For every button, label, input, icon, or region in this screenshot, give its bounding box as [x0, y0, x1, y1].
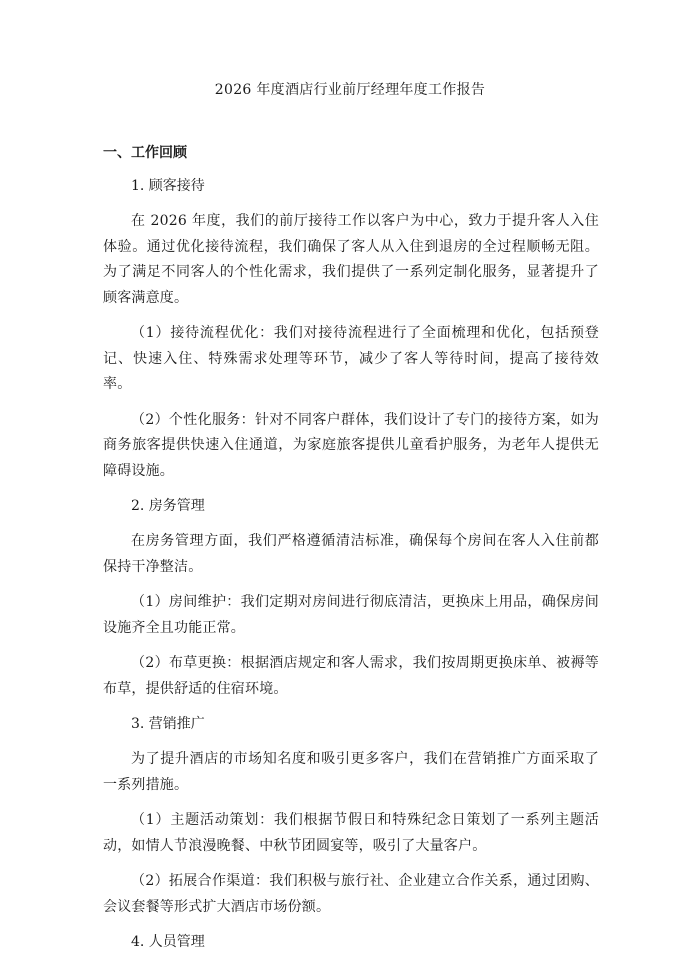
- paragraph: （2）布草更换：根据酒店规定和客人需求，我们按周期更换床单、被褥等布草，提供舒适的住宿环境。: [103, 655, 599, 697]
- section-heading-work-review: 一、工作回顾: [103, 145, 187, 161]
- paragraph: （2）个性化服务：针对不同客户群体，我们设计了专门的接待方案，如为商务旅客提供快速入住通道，为家庭旅客提供儿童看护服务，为老年人提供无障碍设施。: [103, 411, 599, 479]
- subsection-heading-guest-reception: 1. 顾客接待: [131, 178, 205, 194]
- paragraph: （2）拓展合作渠道：我们积极与旅行社、企业建立合作关系，通过团购、会议套餐等形式扩大酒店市场份额。: [103, 873, 599, 915]
- paragraph: 在房务管理方面，我们严格遵循清洁标准，确保每个房间在客人入住前都保持干净整洁。: [103, 533, 599, 575]
- subsection-heading-marketing: 3. 营销推广: [131, 716, 205, 732]
- document-body: [103, 143, 599, 965]
- paragraph: 在 2026 年度，我们的前厅接待工作以客户为中心，致力于提升客人入住体验。通过优化接待流程，我们确保了客人从入住到退房的全过程顺畅无阻。为了满足不同客人的个性化需求，我们提供了一系列定制化服务，显著提升了顾客满意度。: [103, 213, 599, 306]
- paragraph: （1）接待流程优化：我们对接待流程进行了全面梳理和优化，包括预登记、快速入住、特殊需求处理等环节，减少了客人等待时间，提高了接待效率。: [103, 325, 599, 392]
- paragraph: 为了提升酒店的市场知名度和吸引更多客户，我们在营销推广方面采取了一系列措施。: [103, 751, 599, 793]
- document-title: 2026 年度酒店行业前厅经理年度工作报告: [214, 82, 486, 98]
- paragraph: （1）房间维护：我们定期对房间进行彻底清洁，更换床上用品，确保房间设施齐全且功能正常。: [103, 594, 599, 636]
- subsection-heading-staff-management: 4. 人员管理: [131, 934, 205, 950]
- paragraph: （1）主题活动策划：我们根据节假日和特殊纪念日策划了一系列主题活动，如情人节浪漫晚餐、中秋节团圆宴等，吸引了大量客户。: [103, 812, 599, 854]
- subsection-heading-housekeeping: 2. 房务管理: [131, 498, 205, 514]
